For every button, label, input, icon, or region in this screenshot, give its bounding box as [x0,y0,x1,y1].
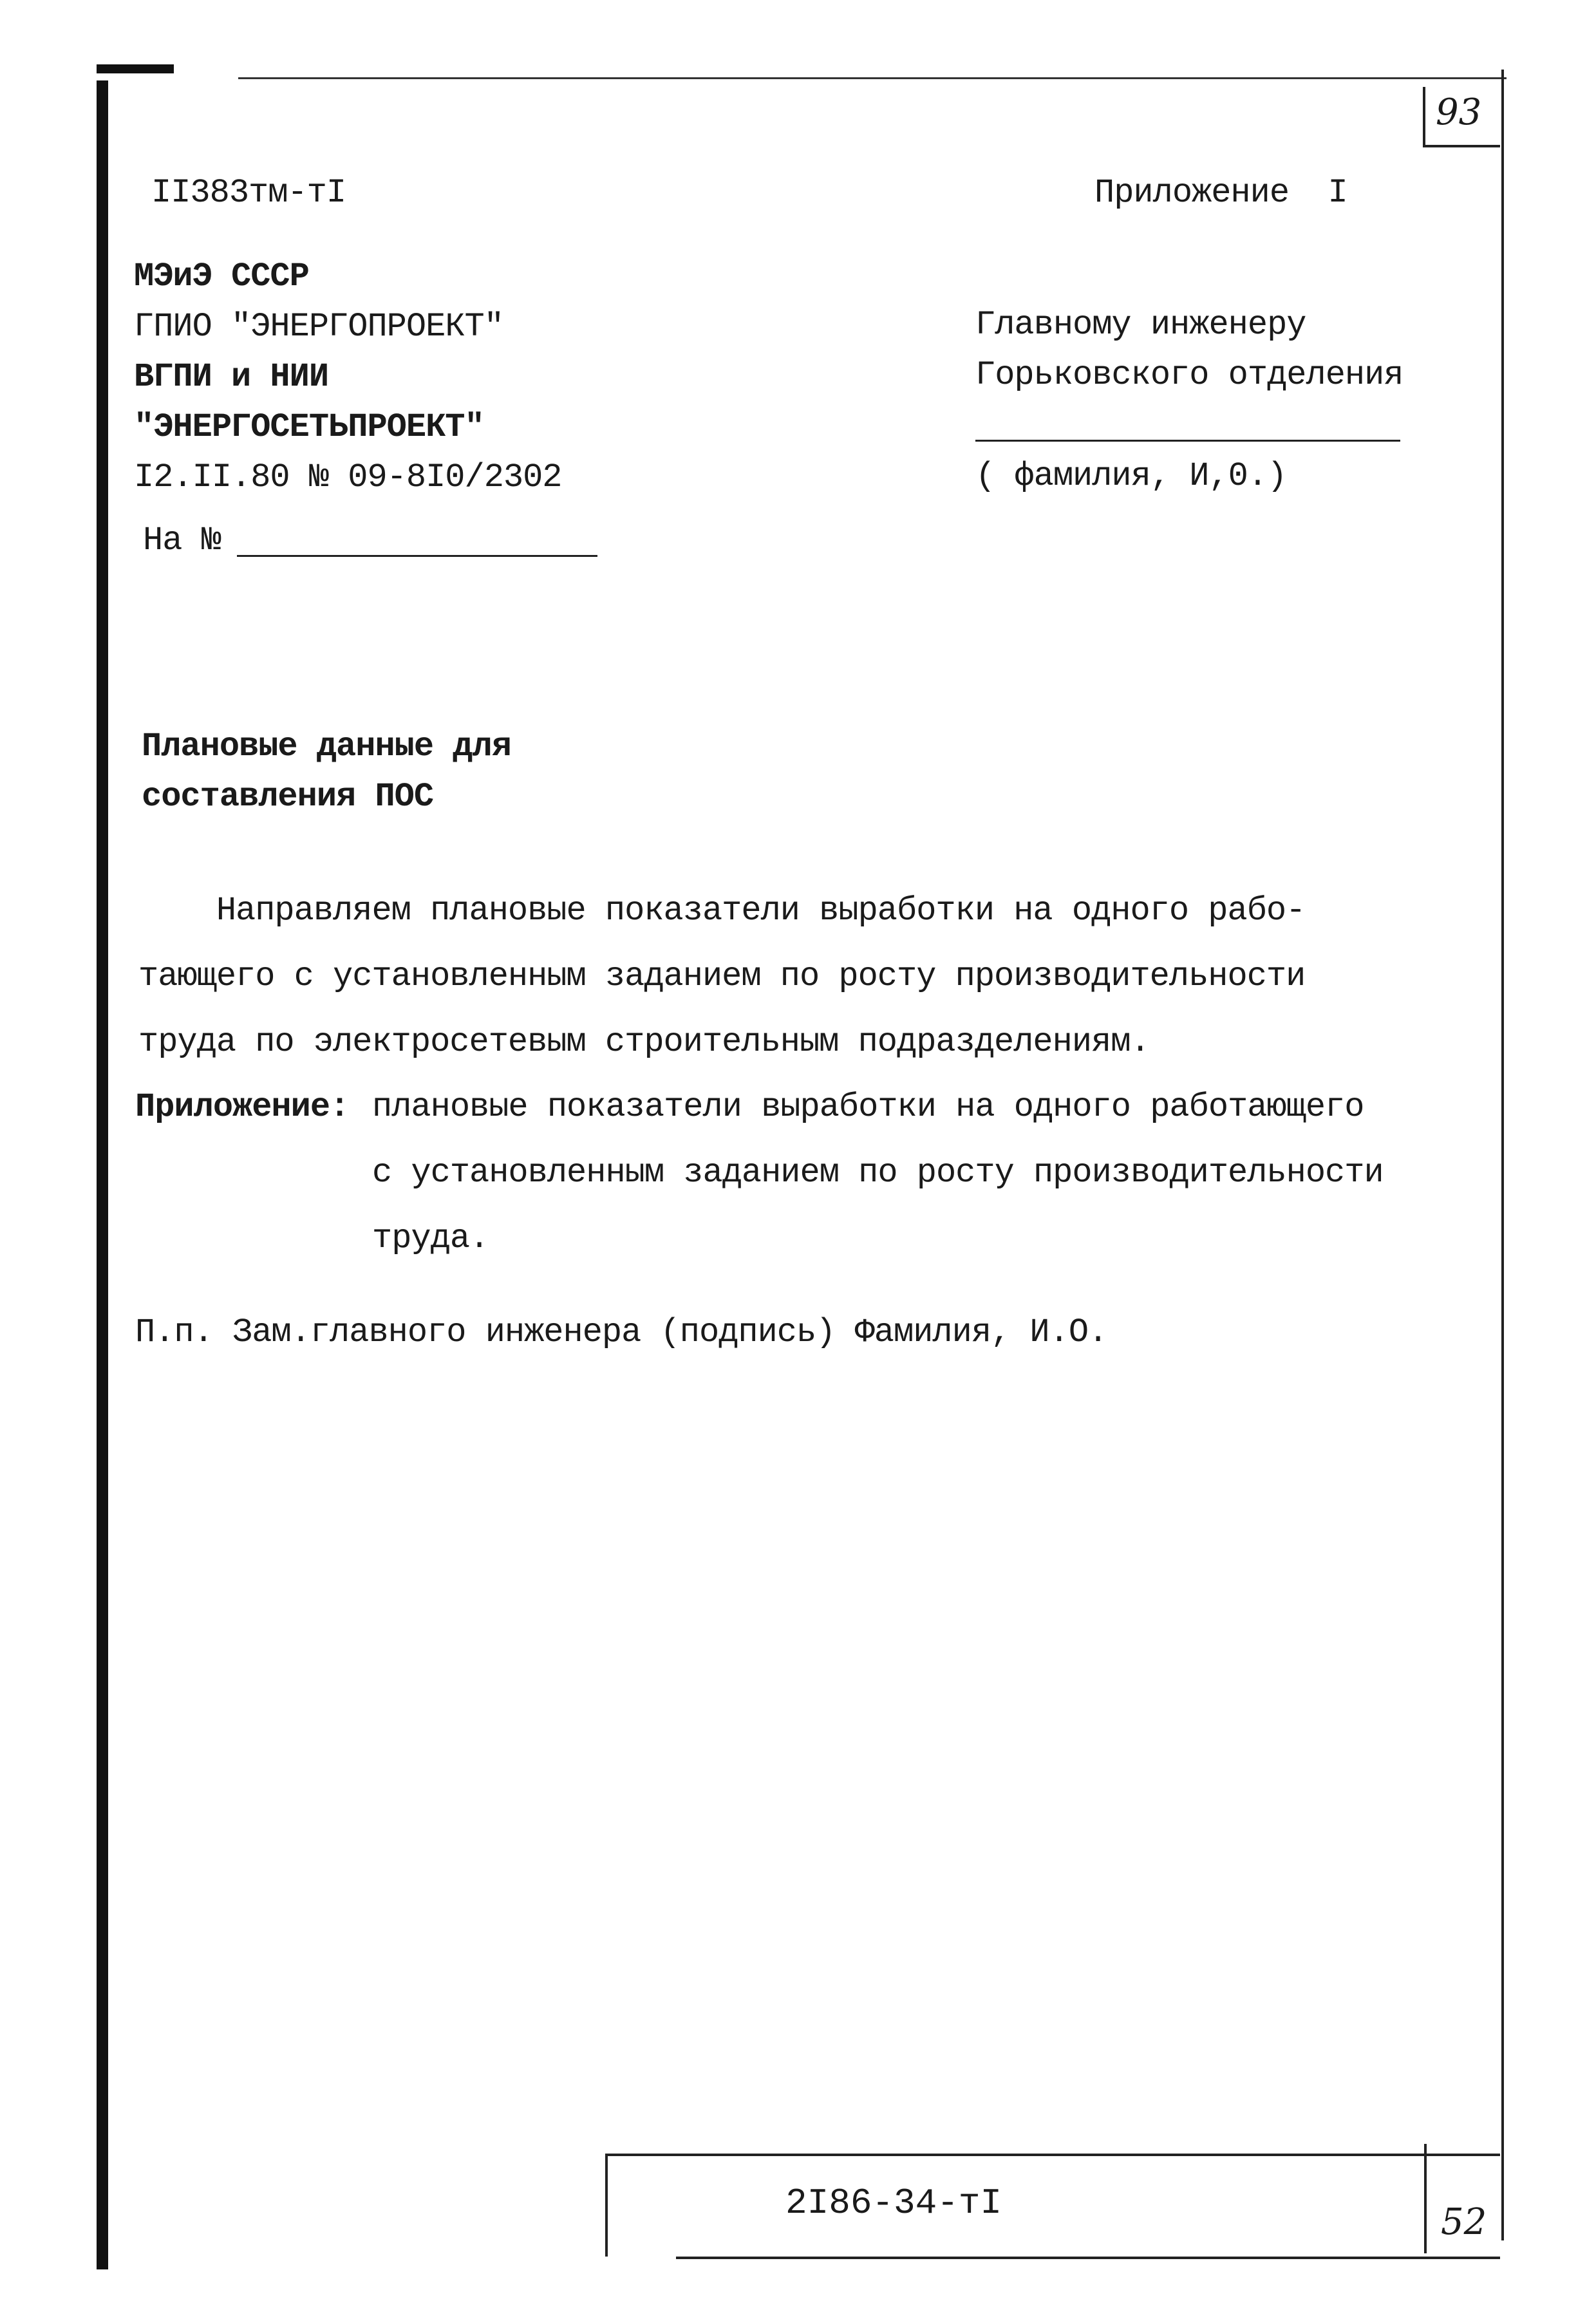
signature-line: П.п. Зам.главного инженера (подпись) Фамилия, И.О. [135,1313,1108,1351]
addressee-name-hint: ( фамилия, И,0.) [975,457,1287,495]
frame-right-border [1501,70,1504,2240]
subject-line: составления ПОС [142,778,434,816]
addressee-organization: Горьковского отделения [975,356,1404,394]
frame-top-line [238,77,1507,79]
enclosure-line: труда. [372,1219,489,1257]
page-number: 93 [1436,91,1482,133]
title-block-bottom-line [676,2257,1500,2259]
sender-line: ГПИО "ЭНЕРГОПРОЕКТ" [134,308,503,346]
reply-number-underline [237,555,597,557]
title-block-divider [1424,2144,1427,2253]
subject-line: Плановые данные для [142,728,511,765]
body-line: Направляем плановые показатели выработки на одного рабо- [138,892,1306,930]
frame-top-mark [97,64,174,73]
sender-line: "ЭНЕРГОСЕТЬПРОЕКТ" [134,408,484,446]
date-reference: I2.II.80 № 09-8I0/2302 [134,458,562,496]
enclosure-label: Приложение: [135,1088,350,1126]
frame-left-border [97,80,108,2269]
body-line: тающего с установленным заданием по росту производительности [138,957,1306,995]
reply-number-label: На № [143,521,221,559]
enclosure-line: плановые показатели выработки на одного работающего [372,1088,1364,1126]
sender-line: МЭиЭ СССР [134,258,309,296]
title-block-left-line [605,2154,608,2257]
sender-line: ВГПИ и НИИ [134,358,329,396]
enclosure-line: с установленным заданием по росту производительности [372,1154,1384,1192]
title-block-code: 2I86-34-тI [785,2183,1002,2224]
title-block-sheet-number: 52 [1441,2201,1487,2243]
addressee-name-underline [975,440,1400,442]
document-code: II383тм-тI [151,174,346,212]
body-line: труда по электросетевым строительным подразделениям. [138,1023,1150,1061]
title-block-top-line [605,2154,1500,2156]
addressee-title: Главному инженеру [975,306,1306,344]
appendix-label: Приложение I [1094,174,1347,212]
